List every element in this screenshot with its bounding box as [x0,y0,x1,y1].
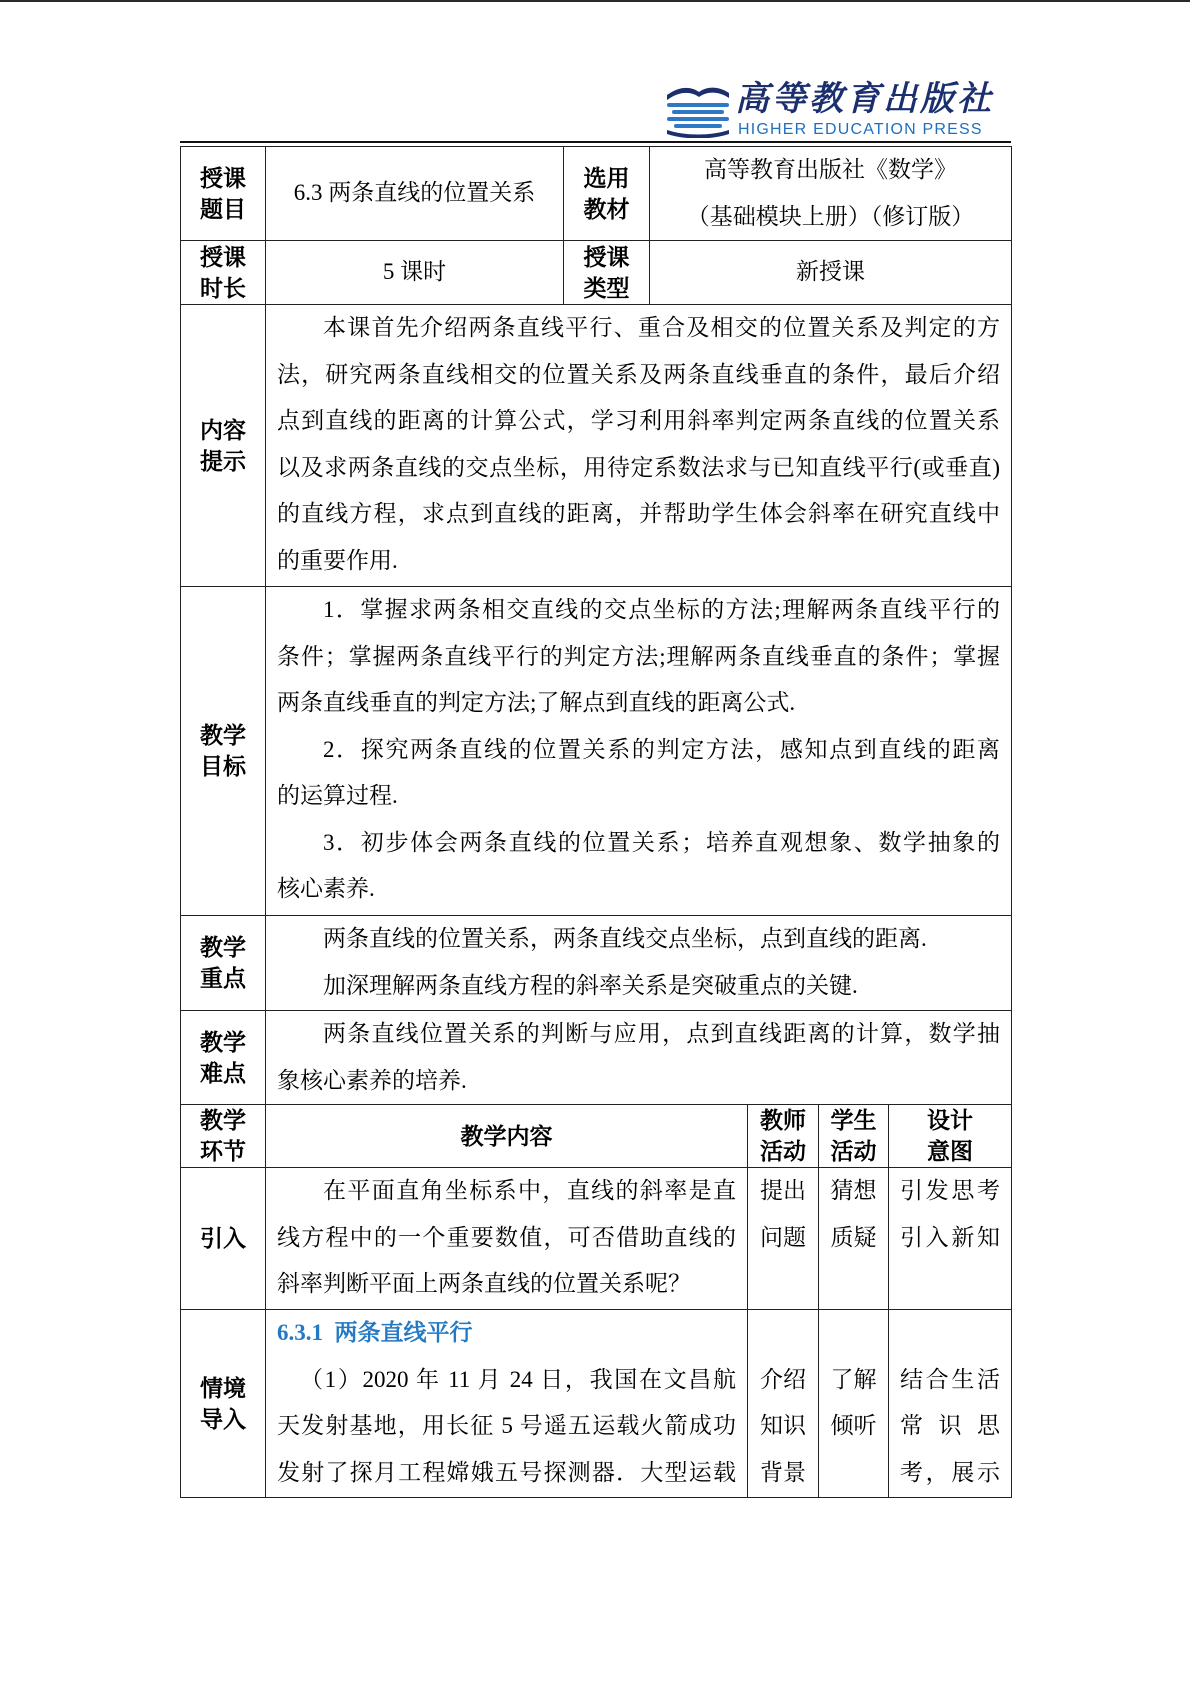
label-line: 题目 [200,196,246,222]
content-cell [266,1310,748,1498]
content-hint-label [181,305,266,587]
label-line: 活动 [830,1139,877,1164]
label-line: 教学 [200,1108,246,1133]
textbook-line: 高等教育出版社《数学》 [704,157,957,182]
intent-column-header [889,1105,1012,1168]
text-line: 1．掌握求两条相交直线的交点坐标的方法;理解两条直线平行的 [323,597,1000,622]
label-line: 环节 [200,1139,246,1164]
table-row [181,241,1012,305]
text-line: 问题 [760,1224,806,1250]
student-activity-cell [819,1168,889,1310]
text-line: 加深理解两条直线方程的斜率关系是突破重点的关键. [323,972,858,998]
key-points-text [266,916,1012,1011]
text-line: 的运算过程. [277,783,398,808]
label-line: 教材 [583,196,630,222]
text-line: 两条直线的位置关系，两条直线交点坐标，点到直线的距离. [323,926,927,951]
label-line: 引入 [200,1226,246,1251]
page-top-rule [0,0,1190,2]
duration-value: 5 课时 [266,241,564,305]
content-cell [266,1168,748,1310]
difficulties-text [266,1011,1012,1105]
table-row [181,147,1012,241]
lesson-type-label [564,241,650,305]
teacher-activity-cell [748,1310,819,1498]
text-line: 两条直线垂直的判定方法;了解点到直线的距离公式. [277,690,796,715]
table-row [181,587,1012,916]
student-column-header [819,1105,889,1168]
table-row [181,1310,1012,1498]
teacher-column-header [748,1105,819,1168]
design-intent-cell [889,1310,1012,1498]
text-line: 猜想 [830,1178,877,1203]
text-line: 结合生活 [900,1366,1000,1392]
text-line: 核心素养. [277,876,375,901]
table-row [181,305,1012,587]
text-line: 斜率判断平面上两条直线的位置关系呢？ [277,1271,691,1296]
text-line: 法，研究两条直线相交的位置关系及两条直线垂直的条件，最后介绍 [277,361,1000,387]
teacher-activity-cell [748,1168,819,1310]
table-row [181,1011,1012,1105]
textbook-value [650,147,1012,241]
stage-cell [181,1310,266,1498]
text-line: 倾听 [830,1413,877,1438]
label-line: 选用 [583,165,630,191]
text-line: 引发思考 [900,1178,1000,1203]
content-hint-text [266,305,1012,587]
label-line: 目标 [200,754,246,779]
label-line: 导入 [200,1406,246,1432]
text-line [900,1310,1000,1357]
text-line: 知识 [760,1413,806,1438]
lesson-type-value: 新授课 [650,241,1012,305]
header-rule [180,141,1011,143]
label-line: 提示 [200,448,246,474]
text-line: 发射了探月工程嫦娥五号探测器．大型运载 [277,1459,736,1485]
topic-label [181,147,266,241]
table-row [181,1168,1012,1310]
text-line: 考，展示 [900,1459,1000,1485]
objectives-label [181,587,266,916]
student-activity-cell [819,1310,889,1498]
difficulties-label [181,1011,266,1105]
text-line: 的重要作用. [277,547,398,573]
text-line: 引入新知 [900,1224,1000,1250]
stage-cell [181,1168,266,1310]
duration-label [181,241,266,305]
label-line: 难点 [200,1060,246,1086]
section-heading: 6.3.1 两条直线平行 [277,1320,473,1345]
text-line: 了解 [830,1366,877,1392]
lesson-plan-table [180,146,1012,1498]
text-line: 以及求两条直线的交点坐标，用待定系数法求与已知直线平行(或垂直) [277,454,1000,480]
text-line: 本课首先介绍两条直线平行、重合及相交的位置关系及判定的方 [323,315,1000,340]
label-line: 教学 [200,1029,246,1055]
text-line: 背景 [760,1459,806,1485]
label-line: 活动 [760,1139,806,1164]
text-line: 3．初步体会两条直线的位置关系；培养直观想象、数学抽象的 [323,829,1000,855]
label-line: 设计 [927,1108,973,1133]
publisher-name-en: HIGHER EDUCATION PRESS [738,121,983,138]
topic-value: 6.3 两条直线的位置关系 [266,147,564,241]
text-line: 线方程中的一个重要数值，可否借助直线的 [277,1224,736,1250]
content-column-header: 教学内容 [266,1105,748,1168]
text-line: 两条直线位置关系的判断与应用，点到直线距离的计算，数学抽 [323,1021,1000,1046]
text-line: 的直线方程，求点到直线的距离，并帮助学生体会斜率在研究直线中 [277,501,1000,526]
label-line: 重点 [200,966,246,991]
label-line: 情境 [200,1375,246,1401]
label-line: 教学 [200,723,246,748]
text-line: 天发射基地，用长征 5 号遥五运载火箭成功 [277,1413,736,1438]
publisher-logo [665,80,995,140]
label-line: 授课 [583,244,630,270]
text-line: 在平面直角坐标系中，直线的斜率是直 [323,1178,736,1203]
stage-column-header [181,1105,266,1168]
text-line [748,1310,818,1357]
table-header-row [181,1105,1012,1168]
text-line: 质疑 [830,1224,877,1250]
text-line [819,1310,888,1357]
label-line: 类型 [583,275,630,301]
design-intent-cell [889,1168,1012,1310]
label-line: 授课 [200,244,246,270]
text-line: 介绍 [760,1366,806,1392]
table-row [181,916,1012,1011]
publisher-name-cn: 高等教育出版社 [735,81,994,118]
text-line: 象核心素养的培养. [277,1067,467,1093]
text-line: 条件；掌握两条直线平行的判定方法;理解两条直线垂直的条件；掌握 [277,643,1000,669]
text-line: （1）2020 年 11 月 24 日，我国在文昌航 [300,1366,736,1392]
label-line: 意图 [927,1139,973,1164]
label-line: 内容 [200,417,246,443]
objectives-text [266,587,1012,916]
label-line: 教师 [760,1108,806,1133]
label-line: 授课 [200,165,246,191]
label-line: 学生 [830,1108,877,1133]
label-line: 教学 [200,935,246,960]
label-line: 时长 [200,275,246,301]
text-line: 常识思 [900,1413,1000,1438]
text-line: 2．探究两条直线的位置关系的判定方法，感知点到直线的距离 [323,736,1000,762]
text-line: 提出 [760,1178,806,1203]
text-line: 点到直线的距离的计算公式，学习利用斜率判定两条直线的位置关系 [277,408,1000,433]
textbook-line: （基础模块上册）（修订版） [686,203,975,229]
key-points-label [181,916,266,1011]
hep-logo-icon [665,84,731,138]
textbook-label [564,147,650,241]
